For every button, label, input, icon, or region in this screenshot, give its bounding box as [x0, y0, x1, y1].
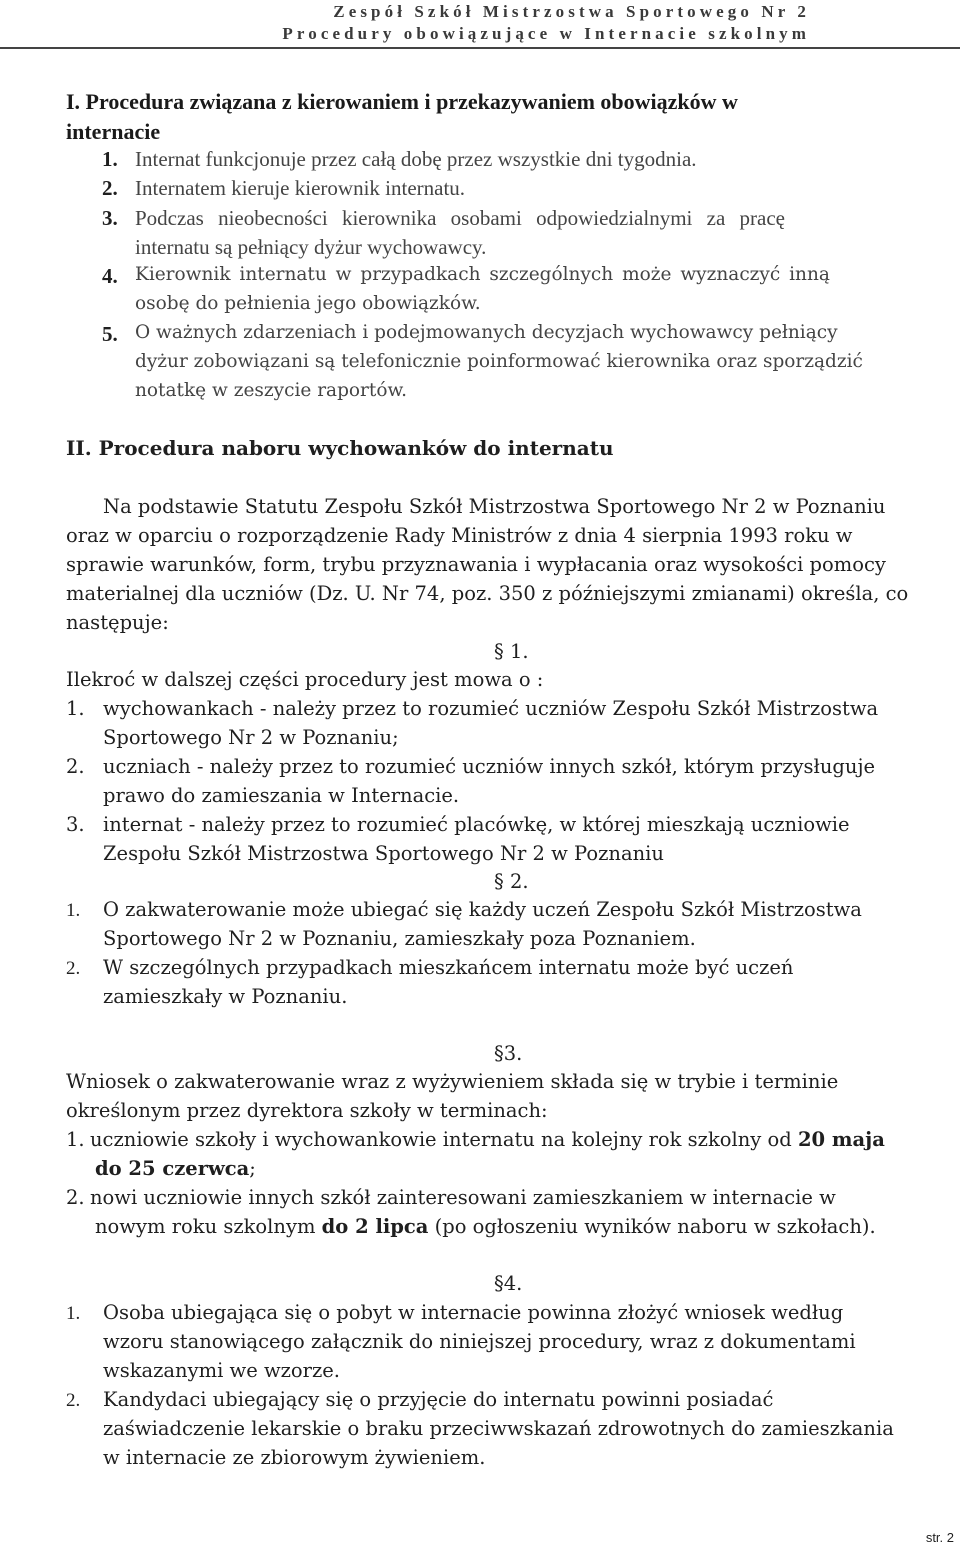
list-item: Kandydaci ubiegający się o przyjęcie do internatu powinni posiadać [103, 1388, 774, 1411]
list-number: 5. [102, 322, 118, 346]
list-item-cont: Sportowego Nr 2 w Poznaniu, zamieszkały poza Poznaniem. [103, 927, 696, 950]
list-number: 1. [66, 697, 85, 720]
list-item-cont: zaświadczenie lekarskie o braku przeciwwskazań zdrowotnych do zamieszkania [103, 1417, 894, 1440]
list-item-cont: internatu są pełniący dyżur wychowawcy. [135, 235, 487, 259]
paragraph-line: Na podstawie Statutu Zespołu Szkół Mistrzostwa Sportowego Nr 2 w Poznaniu [103, 495, 886, 518]
list-number: 3. [102, 206, 118, 230]
section-2-title: II. Procedura naboru wychowanków do internatu [66, 436, 614, 460]
list-number: 1. [102, 147, 118, 171]
list-item: O zakwaterowanie może ubiegać się każdy uczeń Zespołu Szkół Mistrzostwa [103, 898, 862, 921]
paragraph-heading: § 2. [494, 870, 529, 893]
header-document-title: Procedury obowiązujące w Internacie szkolnym [282, 24, 810, 43]
list-item-cont [95, 1157, 256, 1180]
list-item: uczniach - należy przez to rozumieć uczniów innych szkół, którym przysługuje [103, 755, 876, 778]
paragraph-lead: Ilekroć w dalszej części procedury jest mowa o : [66, 668, 544, 691]
section-1-title-cont: internacie [66, 119, 161, 144]
list-number: 2. [102, 176, 118, 200]
list-number: 2. [66, 1186, 85, 1209]
list-item-cont: notatkę w zeszycie raportów. [135, 380, 407, 401]
list-item-cont: w internacie ze zbiorowym żywieniem. [103, 1446, 486, 1469]
list-item: nowi uczniowie innych szkół zainteresowani zamieszkaniem w internacie w [90, 1186, 836, 1209]
list-number: 1. [66, 1128, 85, 1151]
section-1-title: I. Procedura związana z kierowaniem i przekazywaniem obowiązków w [66, 89, 738, 114]
list-item-cont: osobę do pełnienia jego obowiązków. [135, 293, 481, 314]
list-item-text: (po ogłoszeniu wyników naboru w szkołach). [428, 1215, 876, 1238]
paragraph-lead: Wniosek o zakwaterowanie wraz z wyżywieniem składa się w trybie i terminie [66, 1070, 839, 1093]
list-item-cont: wskazanymi we wzorze. [103, 1359, 341, 1382]
deadline-date: 20 maja [797, 1128, 885, 1151]
paragraph-line: następuje: [66, 611, 169, 634]
list-number: 4. [102, 264, 118, 288]
list-item: W szczególnych przypadkach mieszkańcem internatu może być uczeń [103, 956, 794, 979]
list-item-cont: zamieszkały w Poznaniu. [103, 985, 348, 1008]
paragraph-heading: §4. [494, 1272, 523, 1295]
header-school-name: Zespół Szkół Mistrzostwa Sportowego Nr 2 [333, 2, 810, 21]
list-item: Podczas nieobecności kierownika osobami odpowiedzialnymi za pracę [135, 206, 785, 230]
list-number: 2. [66, 755, 85, 778]
list-number: 1. [66, 1303, 81, 1324]
header-rule [0, 47, 960, 49]
list-item: internat - należy przez to rozumieć placówkę, w której mieszkają uczniowie [103, 813, 850, 836]
list-item-cont: wzoru stanowiącego załącznik do niniejszej procedury, wraz z dokumentami [103, 1330, 856, 1353]
paragraph-heading: §3. [494, 1042, 523, 1065]
paragraph-heading: § 1. [494, 640, 529, 663]
list-item-text: ; [249, 1157, 256, 1180]
list-item-cont: Zespołu Szkół Mistrzostwa Sportowego Nr 2 w Poznaniu [103, 842, 664, 865]
list-number: 3. [66, 813, 85, 836]
list-item-cont: dyżur zobowiązani są telefonicznie poinformować kierownika oraz sporządzić [135, 351, 863, 372]
list-item [90, 1128, 885, 1151]
paragraph-line: sprawie warunków, form, trybu przyznawania i wypłacania oraz wysokości pomocy [66, 553, 886, 576]
list-item: Internat funkcjonuje przez całą dobę przez wszystkie dni tygodnia. [135, 147, 697, 171]
list-number: 2. [66, 1390, 81, 1411]
list-number: 2. [66, 958, 81, 979]
list-item-cont [95, 1215, 876, 1238]
paragraph-line: oraz w oparciu o rozporządzenie Rady Ministrów z dnia 4 sierpnia 1993 roku w [66, 524, 853, 547]
list-item-text: uczniowie szkoły i wychowankowie internatu na kolejny rok szkolny od [90, 1128, 798, 1151]
list-item-cont: prawo do zamieszania w Internacie. [103, 784, 460, 807]
list-item: Kierownik internatu w przypadkach szczególnych może wyznaczyć inną [135, 264, 830, 285]
deadline-date: do 2 lipca [321, 1215, 429, 1238]
list-item-text: nowym roku szkolnym [95, 1215, 322, 1238]
paragraph-line: materialnej dla uczniów (Dz. U. Nr 74, poz. 350 z późniejszymi zmianami) określa, co [66, 582, 909, 605]
list-item: O ważnych zdarzeniach i podejmowanych decyzjach wychowawcy pełniący [135, 322, 838, 343]
deadline-date: do 25 czerwca [95, 1157, 250, 1180]
list-item-cont: Sportowego Nr 2 w Poznaniu; [103, 726, 399, 749]
list-item: wychowankach - należy przez to rozumieć uczniów Zespołu Szkół Mistrzostwa [103, 697, 879, 720]
page-number: str. 2 [925, 1530, 954, 1545]
list-number: 1. [66, 900, 81, 921]
list-item: Internatem kieruje kierownik internatu. [135, 176, 466, 200]
list-item: Osoba ubiegająca się o pobyt w internacie powinna złożyć wniosek według [103, 1301, 844, 1324]
paragraph-lead-cont: określonym przez dyrektora szkoły w terminach: [66, 1099, 548, 1122]
